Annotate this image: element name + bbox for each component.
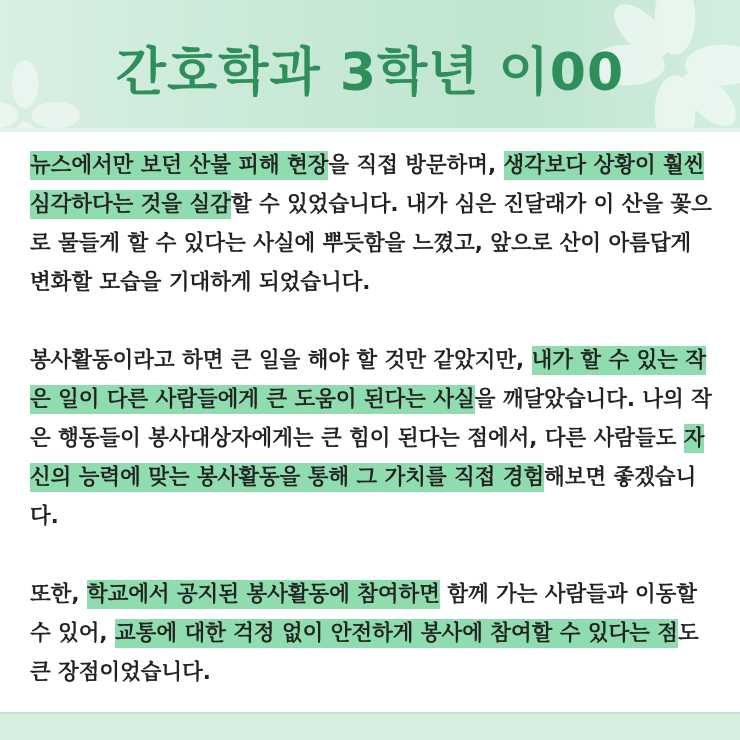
text-segment: 함께 가는 사람들과 이동할 수 있어, [30,582,697,646]
text-segment: 할 수 있었습니다. 내가 심은 진달래가 이 산을 꽃으로 물들게 할 수 있다는 사실에 뿌듯함을 느꼈고, 앞으로 산이 아름답게 변화할 모습을 기대하게 되었습니다. [30,192,712,295]
body-text [30,146,714,692]
paragraph [30,146,714,302]
text-segment: 도 큰 장점이었습니다. [30,621,699,685]
text-segment: 또한, [30,582,87,607]
header-divider [0,128,740,132]
highlighted-text: 뉴스에서만 보던 산불 피해 현장 [30,153,329,178]
text-segment: 봉사활동이라고 하면 큰 일을 해야 할 것만 같았지만, [30,348,532,373]
highlighted-text: 자신의 능력에 맞는 봉사활동을 통해 그 가치를 직접 경험 [30,426,705,490]
highlighted-text: 학교에서 공지된 봉사활동에 참여하면 [86,582,440,607]
footer-band [0,712,740,740]
paragraph [30,575,714,692]
text-segment: 해보면 좋겠습니다. [30,465,697,529]
text-segment: 을 깨달았습니다. 나의 작은 행동들이 봉사대상자에게는 큰 힘이 된다는 점에서, 다른 사람들도 [30,387,712,451]
text-segment: 을 직접 방문하며, [328,153,504,178]
footer-divider [0,712,740,714]
header-banner [0,0,740,132]
paragraph [30,341,714,536]
highlighted-text: 교통에 대한 걱정 없이 안전하게 봉사에 참여할 수 있다는 점 [115,621,678,646]
highlighted-text: 생각보다 상황이 훨씬 심각하다는 것을 실감 [30,153,705,217]
highlighted-text: 내가 할 수 있는 작은 일이 다른 사람들에게 큰 도움이 된다는 사실 [30,348,707,412]
page-title: 간호학과 3학년 이00 [115,43,625,103]
